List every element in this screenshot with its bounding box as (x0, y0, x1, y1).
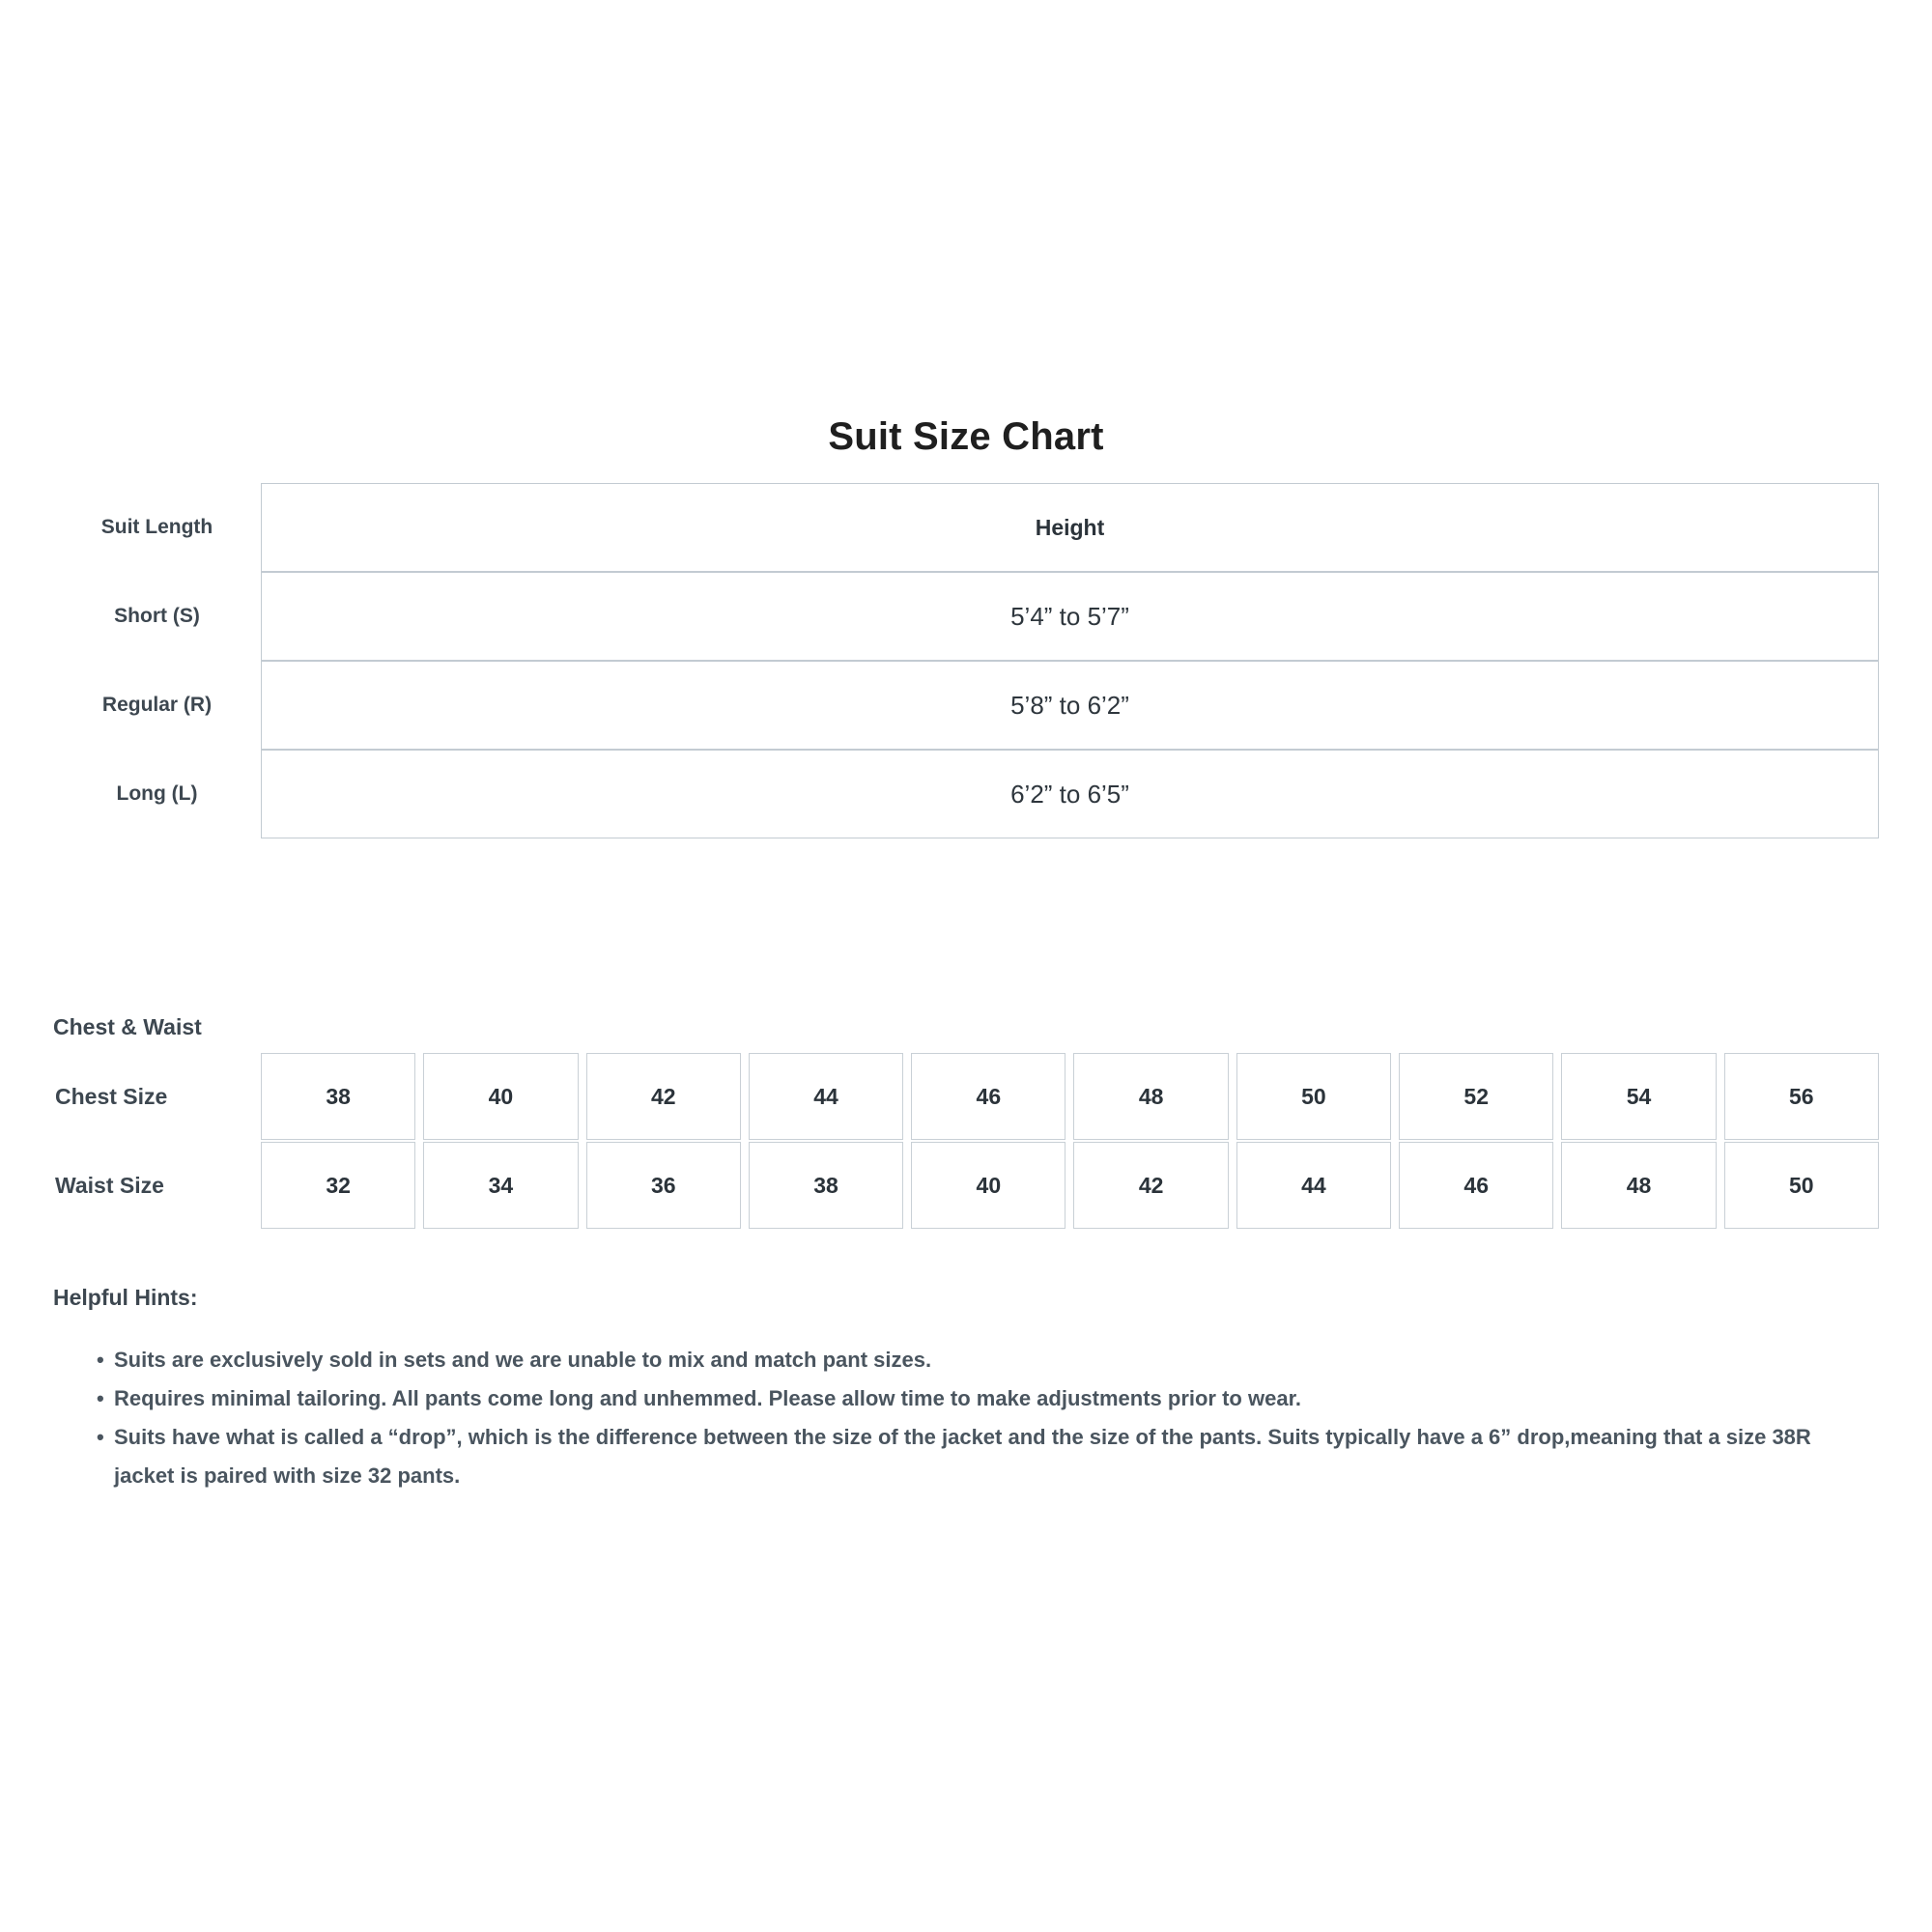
chest-size-cell: 48 (1073, 1053, 1228, 1140)
waist-size-cell: 48 (1561, 1142, 1716, 1229)
waist-size-cell: 50 (1724, 1142, 1879, 1229)
row-label-short: Short (S) (114, 605, 200, 627)
waist-size-cell: 38 (749, 1142, 903, 1229)
bullet-marker: • (97, 1386, 104, 1410)
waist-size-cell: 46 (1399, 1142, 1553, 1229)
hint-text: Requires minimal tailoring. All pants come long and unhemmed. Please allow time to make adjustments prior to wear. (114, 1386, 1302, 1410)
list-item (97, 1379, 1835, 1418)
chest-size-cells (261, 1053, 1879, 1140)
row-label-regular: Regular (R) (101, 694, 213, 716)
chest-size-cell: 56 (1724, 1053, 1879, 1140)
waist-size-cell: 40 (911, 1142, 1065, 1229)
waist-size-cell: 42 (1073, 1142, 1228, 1229)
waist-size-cell: 44 (1236, 1142, 1391, 1229)
chest-waist-heading: Chest & Waist (53, 1014, 202, 1039)
chest-size-cell: 46 (911, 1053, 1065, 1140)
row-label-long: Long (L) (116, 782, 198, 805)
waist-size-cell: 32 (261, 1142, 415, 1229)
chest-size-cell: 44 (749, 1053, 903, 1140)
chest-waist-table (53, 1053, 1879, 1231)
row-label-suit-length: Suit Length (100, 516, 213, 538)
table-row (53, 572, 1879, 661)
chest-size-cell: 52 (1399, 1053, 1553, 1140)
bullet-marker: • (97, 1348, 104, 1372)
helpful-hints-list (97, 1341, 1835, 1495)
column-header-height: Height (261, 483, 1879, 572)
chest-size-cell: 38 (261, 1053, 415, 1140)
list-item (97, 1341, 1835, 1379)
chest-size-cell: 42 (586, 1053, 741, 1140)
table-row-chest (53, 1053, 1879, 1140)
waist-size-cells (261, 1142, 1879, 1229)
suit-length-table (53, 483, 1879, 838)
chest-size-cell: 54 (1561, 1053, 1716, 1140)
row-label-waist-size: Waist Size (55, 1172, 164, 1198)
table-row (53, 750, 1879, 838)
bullet-marker: • (97, 1425, 104, 1449)
cell-height-long: 6’2” to 6’5” (261, 750, 1879, 838)
row-label-chest-size: Chest Size (55, 1083, 168, 1109)
hint-text: Suits have what is called a “drop”, which is the difference between the size of the jacket and the size of the pants. Suits typically have a 6” drop,meaning that a size 38R jacket is paired with size 32 pants. (114, 1425, 1811, 1488)
waist-size-cell: 36 (586, 1142, 741, 1229)
chest-size-cell: 50 (1236, 1053, 1391, 1140)
helpful-hints-title: Helpful Hints: (53, 1285, 198, 1310)
cell-height-short: 5’4” to 5’7” (261, 572, 1879, 661)
chest-size-cell: 40 (423, 1053, 578, 1140)
cell-height-regular: 5’8” to 6’2” (261, 661, 1879, 750)
table-row (53, 483, 1879, 572)
table-row (53, 661, 1879, 750)
table-row-waist (53, 1142, 1879, 1229)
list-item (97, 1418, 1835, 1495)
page-title: Suit Size Chart (828, 415, 1104, 458)
waist-size-cell: 34 (423, 1142, 578, 1229)
hint-text: Suits are exclusively sold in sets and we are unable to mix and match pant sizes. (114, 1348, 932, 1372)
